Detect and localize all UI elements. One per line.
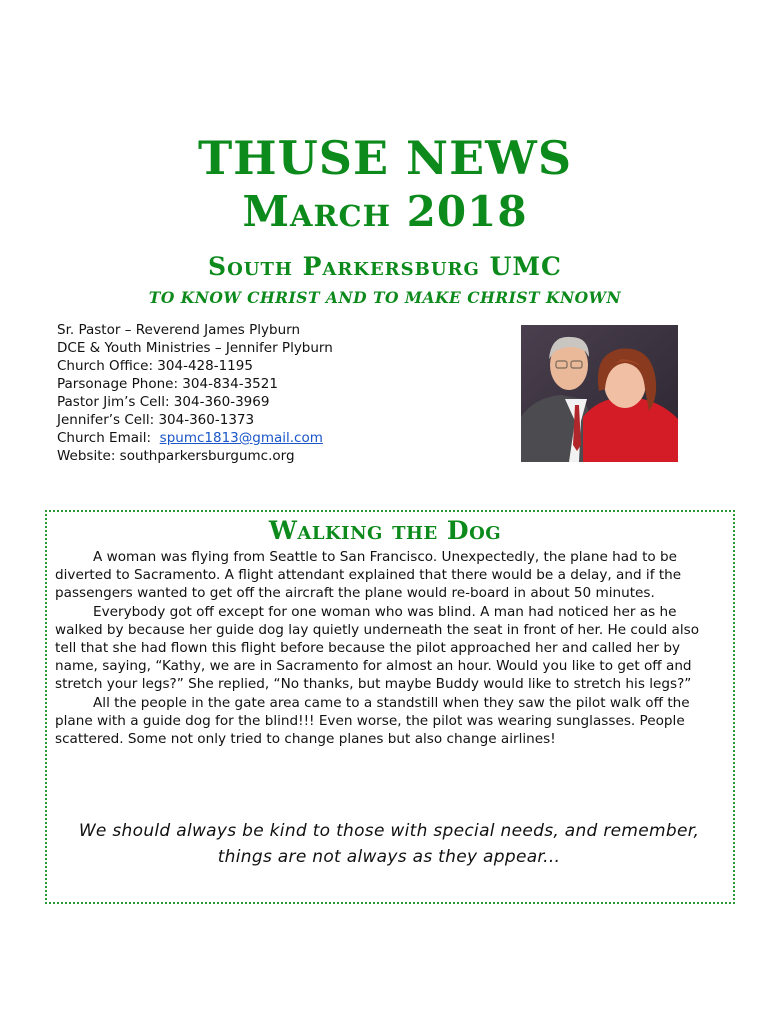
contact-block bbox=[57, 321, 497, 465]
issue-date: March 2018 bbox=[242, 187, 528, 236]
article-title: Walking the Dog bbox=[268, 516, 502, 545]
article-body bbox=[55, 548, 723, 748]
church-motto: TO KNOW CHRIST AND TO MAKE CHRIST KNOWN bbox=[148, 288, 622, 307]
pastor-cell: Pastor Jim’s Cell: 304-360-3969 bbox=[57, 394, 270, 410]
website-line: Website: southparkersburgumc.org bbox=[57, 448, 295, 464]
dce-line: DCE & Youth Ministries – Jennifer Plyburn bbox=[57, 340, 333, 356]
article-paragraph: All the people in the gate area came to a standstill when they saw the pilot walk off the plane with a guide dog for the blind!!! Even worse, the pilot was wearing sunglasses. People scattered. Some not only tried to change planes but also change airlines! bbox=[55, 694, 690, 748]
email-link[interactable]: spumc1813@gmail.com bbox=[159, 430, 323, 446]
office-phone: Church Office: 304-428-1195 bbox=[57, 358, 253, 374]
article-paragraph: Everybody got off except for one woman who was blind. A man had noticed her as he walked by because her guide dog lay quietly underneath the seat in front of her. He could also tell that she had flown this flight before because the pilot approached her and called her by name, saying, “Kathy, we are in Sacramento for almost an hour. Would you like to get off and stretch your legs?” She replied, “No thanks, but maybe Buddy would like to stretch his legs?” bbox=[55, 603, 700, 693]
newsletter-title: THUSE NEWS bbox=[197, 131, 573, 185]
article-paragraph: A woman was flying from Seattle to San Francisco. Unexpectedly, the plane had to be diverted to Sacramento. A flight attendant explained that there would be a delay, and if the passengers wanted to get off the aircraft the plane would re-board in about 50 minutes. bbox=[55, 549, 682, 602]
article-closing: We should always be kind to those with special needs, and remember, things are not always as they appear... bbox=[78, 821, 700, 867]
email-line bbox=[57, 429, 497, 447]
church-name: South Parkersburg UMC bbox=[208, 252, 562, 281]
pastor-line: Sr. Pastor – Reverend James Plyburn bbox=[57, 322, 300, 338]
jennifer-cell: Jennifer’s Cell: 304-360-1373 bbox=[57, 412, 255, 428]
parsonage-phone: Parsonage Phone: 304-834-3521 bbox=[57, 376, 278, 392]
pastors-photo bbox=[521, 325, 678, 462]
email-label: Church Email: bbox=[57, 430, 160, 446]
